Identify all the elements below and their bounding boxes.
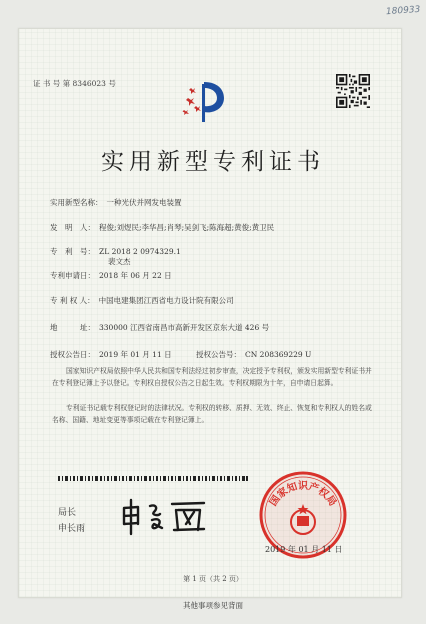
- footer-note: 其他事项参见背面: [183, 601, 243, 610]
- signature-icon: [118, 494, 218, 538]
- inventors-value-line2: 裴文杰: [108, 257, 131, 266]
- seal-text: 国家知识产权局: [268, 481, 338, 509]
- inventors-row: [50, 222, 274, 233]
- filing-date-value: 2018 年 06 月 22 日: [99, 271, 172, 280]
- seal-date: 2019 年 01 月 11 日: [265, 545, 343, 554]
- utility-model-name-label: 实用新型名称：: [50, 198, 103, 207]
- address-label: 地 址：: [50, 323, 95, 332]
- patent-number-value: ZL 2018 2 0974329.1: [99, 247, 181, 256]
- patentee-label: 专 利 权 人：: [50, 296, 95, 305]
- filing-date-row: [50, 270, 172, 281]
- inventors-value: 程俊;刘煜民;李华昌;肖琴;吴剑飞;陈海超;黄俊;黄卫民: [99, 223, 275, 232]
- page-number: 第 1 页（共 2 页）: [183, 575, 243, 583]
- utility-model-name-row: [50, 197, 182, 208]
- qr-code-icon: [336, 74, 370, 108]
- grant-number-value: CN 208369229 U: [245, 350, 312, 359]
- patent-number-row: [50, 246, 181, 257]
- utility-model-name-value: 一种光伏并网发电装置: [106, 198, 182, 207]
- certificate-number: 证 书 号 第 8346023 号: [33, 79, 116, 88]
- certificate-title: 实用新型专利证书: [101, 149, 325, 175]
- barcode-icon: [58, 476, 248, 481]
- grant-number-label: 授权公告号：: [196, 350, 241, 359]
- inventors-label: 发 明 人：: [50, 223, 95, 232]
- corner-handwritten-number: 180933: [385, 4, 421, 18]
- director-title: 局长: [58, 508, 77, 518]
- patent-number-label: 专 利 号：: [50, 247, 95, 256]
- grant-statement-paragraph: 国家知识产权局依照中华人民共和国专利法经过初步审查，决定授予专利权，颁发实用新型专利证书并在专利登记簿上予以登记。专利权自授权公告之日起生效。专利权期限为十年，自申请日起算。: [52, 367, 372, 387]
- grant-date-value: 2019 年 01 月 11 日: [99, 350, 172, 359]
- patentee-value: 中国电建集团江西省电力设计院有限公司: [98, 296, 234, 305]
- patent-office-logo-icon: [180, 76, 232, 124]
- grant-row: [50, 349, 311, 360]
- director-name: 申长雨: [58, 524, 86, 534]
- address-row: [50, 322, 269, 333]
- filing-date-label: 专利申请日：: [50, 271, 95, 280]
- grant-date-label: 授权公告日：: [50, 350, 95, 359]
- address-value: 330000 江西省南昌市高新开发区京东大道 426 号: [99, 323, 270, 332]
- legal-status-paragraph: 专利证书记载专利权登记时的法律状况。专利权的转移、质押、无效、终止、恢复和专利权人的姓名或名称、国籍、地址变更等事项记载在专利登记簿上。: [52, 404, 372, 424]
- patentee-row: [50, 295, 234, 306]
